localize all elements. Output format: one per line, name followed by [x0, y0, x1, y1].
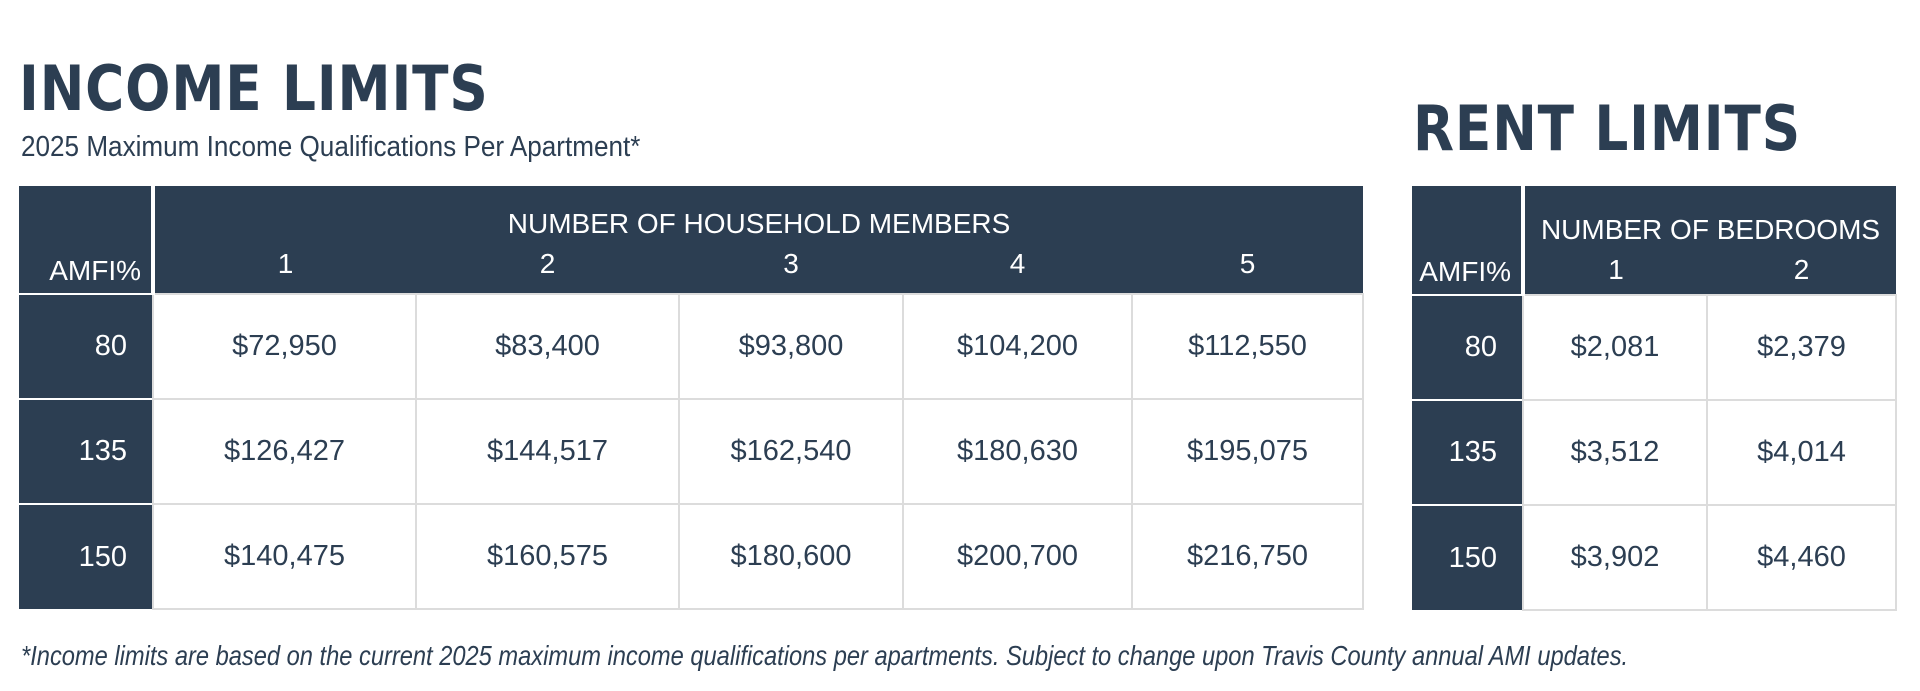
income-column-header: 4	[903, 244, 1132, 294]
income-limit-cell: $200,700	[903, 504, 1132, 609]
income-limits-title: INCOME LIMITS	[19, 52, 489, 125]
rent-column-header: 2	[1707, 250, 1896, 295]
income-column-header: 5	[1132, 244, 1363, 294]
rent-limits-title: RENT LIMITS	[1413, 92, 1801, 165]
rent-limit-cell: $2,081	[1523, 295, 1707, 400]
rent-limits-table	[1412, 186, 1897, 611]
rent-table-row	[1412, 505, 1896, 610]
rent-amfi-value: 80	[1412, 295, 1523, 400]
rent-amfi-value: 135	[1412, 400, 1523, 505]
income-limit-cell: $93,800	[679, 294, 903, 399]
income-limits-subtitle: 2025 Maximum Income Qualifications Per Apartment*	[21, 131, 641, 163]
income-limit-cell: $144,517	[416, 399, 679, 504]
rent-limit-cell: $3,512	[1523, 400, 1707, 505]
income-column-header: 2	[416, 244, 679, 294]
rent-limit-cell: $3,902	[1523, 505, 1707, 610]
rent-limit-cell: $4,460	[1707, 505, 1896, 610]
rent-column-header: 1	[1523, 250, 1707, 295]
bedrooms-header: NUMBER OF BEDROOMS	[1523, 186, 1896, 250]
rent-table-row	[1412, 400, 1896, 505]
rent-amfi-value: 150	[1412, 505, 1523, 610]
income-limit-cell: $83,400	[416, 294, 679, 399]
income-table-row	[19, 399, 1363, 504]
income-amfi-value: 150	[19, 504, 153, 609]
footnote: *Income limits are based on the current 2025 maximum income qualifications per apartments. Subject to change upon Travis County annual AMI updates.	[21, 640, 1629, 671]
rent-amfi-header: AMFI%	[1412, 186, 1523, 295]
income-column-header: 1	[153, 244, 416, 294]
income-amfi-value: 80	[19, 294, 153, 399]
income-limit-cell: $112,550	[1132, 294, 1363, 399]
income-limit-cell: $180,600	[679, 504, 903, 609]
household-members-header: NUMBER OF HOUSEHOLD MEMBERS	[153, 186, 1363, 244]
income-limits-table	[19, 186, 1364, 610]
income-amfi-header: AMFI%	[19, 186, 153, 294]
income-column-header: 3	[679, 244, 903, 294]
income-table-row	[19, 504, 1363, 609]
income-limit-cell: $180,630	[903, 399, 1132, 504]
income-limit-cell: $195,075	[1132, 399, 1363, 504]
income-amfi-value: 135	[19, 399, 153, 504]
income-limit-cell: $160,575	[416, 504, 679, 609]
income-limit-cell: $104,200	[903, 294, 1132, 399]
income-limit-cell: $216,750	[1132, 504, 1363, 609]
income-limit-cell: $72,950	[153, 294, 416, 399]
rent-limit-cell: $4,014	[1707, 400, 1896, 505]
rent-table-row	[1412, 295, 1896, 400]
income-limit-cell: $162,540	[679, 399, 903, 504]
income-limit-cell: $140,475	[153, 504, 416, 609]
rent-limit-cell: $2,379	[1707, 295, 1896, 400]
income-limit-cell: $126,427	[153, 399, 416, 504]
income-table-row	[19, 294, 1363, 399]
